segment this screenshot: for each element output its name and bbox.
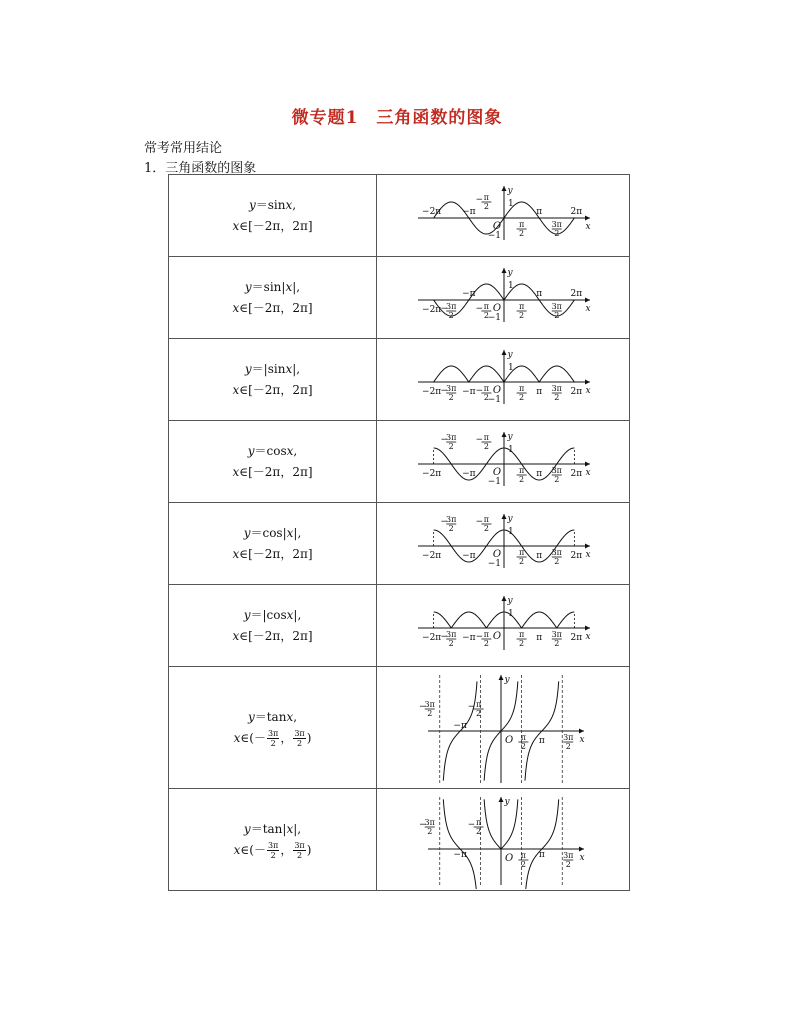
- tick-pi: π: [536, 386, 543, 397]
- tick-half-pi-den: 2: [520, 741, 526, 751]
- x-axis-label: x: [585, 221, 591, 232]
- graph-cell: [377, 667, 630, 789]
- tick-three-half-pi-den: 2: [554, 638, 560, 648]
- function-curve: [525, 799, 559, 889]
- y-axis-label: y: [504, 674, 510, 685]
- tick-neg-pi: −π: [462, 206, 476, 217]
- tick-neg-half-pi-sign: −: [467, 819, 476, 830]
- x-axis-label: x: [585, 467, 591, 478]
- tick-three-half-pi-num: 3π: [563, 732, 574, 742]
- label-neg-one: −1: [487, 394, 501, 405]
- tick-three-half-pi-num: 3π: [551, 383, 562, 393]
- graph-sin-abs-x: [378, 258, 628, 338]
- tick-three-half-pi-num: 3π: [563, 850, 574, 860]
- y-axis-arrow: [502, 268, 507, 273]
- tick-half-pi-den: 2: [519, 310, 525, 320]
- tick-neg-half-pi-num: π: [483, 301, 490, 311]
- tick-neg-two-pi: −2π: [422, 304, 442, 315]
- tick-neg-three-half-pi-sign: −: [418, 819, 427, 830]
- tick-three-half-pi-den: 2: [554, 392, 560, 402]
- tick-half-pi-num: π: [518, 547, 525, 557]
- tick-neg-three-half-pi-sign: −: [440, 434, 448, 445]
- tick-half-pi-den: 2: [519, 556, 525, 566]
- x-axis-arrow: [579, 728, 584, 733]
- label-one: 1: [508, 280, 514, 291]
- tick-neg-half-pi-num: π: [483, 514, 490, 524]
- tick-half-pi-num: π: [520, 732, 527, 742]
- tick-neg-half-pi-sign: −: [475, 434, 484, 445]
- graph-abs-sin-x: [378, 340, 628, 420]
- tick-neg-half-pi-num: π: [483, 383, 490, 393]
- tick-three-half-pi-num: 3π: [551, 547, 562, 557]
- tick-three-half-pi-num: 3π: [551, 629, 562, 639]
- function-label: y＝tanx, x∈(－ $\frac{3\pi}{2}$ ， $\frac{3\pi}{2}$ ): [169, 667, 377, 789]
- tick-pi: π: [536, 550, 543, 561]
- tick-neg-half-pi-den: 2: [483, 638, 489, 648]
- tick-neg-pi: −π: [453, 720, 467, 731]
- graph-cell: [377, 175, 630, 257]
- graph-cell: [377, 421, 630, 503]
- table-row: [169, 503, 630, 585]
- y-axis-label: y: [507, 513, 513, 524]
- tick-three-half-pi-den: 2: [565, 741, 571, 751]
- x-axis-label: x: [579, 734, 585, 745]
- label-neg-one: −1: [487, 558, 501, 569]
- x-axis-arrow: [579, 846, 584, 851]
- function-label: y＝sin|x|, x∈[－2π，2π]: [169, 257, 377, 339]
- tick-neg-pi: −π: [462, 550, 476, 561]
- tick-pi: π: [536, 288, 543, 299]
- tick-neg-three-half-pi-sign: −: [440, 631, 448, 642]
- tick-pi: π: [536, 468, 543, 479]
- x-axis-label: x: [585, 385, 591, 396]
- origin-label: O: [492, 302, 502, 314]
- tick-half-pi-den: 2: [519, 474, 525, 484]
- origin-label: O: [505, 852, 514, 864]
- tick-neg-three-half-pi-num: 3π: [424, 817, 435, 827]
- tick-half-pi-num: π: [518, 465, 525, 475]
- table-row: [169, 789, 630, 891]
- x-axis-arrow: [585, 543, 590, 548]
- tick-two-pi: 2π: [570, 288, 583, 299]
- tick-three-half-pi-den: 2: [554, 474, 560, 484]
- tick-neg-three-half-pi-num: 3π: [424, 699, 435, 709]
- y-axis-arrow: [502, 350, 507, 355]
- tick-neg-two-pi: −2π: [422, 386, 442, 397]
- y-axis-label: y: [507, 349, 513, 360]
- y-axis-arrow: [502, 596, 507, 601]
- function-label: y＝tan|x|, x∈(－ $\frac{3\pi}{2}$ ， $\frac{3\pi}{2}$ ): [169, 789, 377, 891]
- function-label: y＝|cosx|, x∈[－2π，2π]: [169, 585, 377, 667]
- tick-neg-half-pi-den: 2: [483, 392, 489, 402]
- tick-two-pi: 2π: [570, 468, 583, 479]
- tick-two-pi: 2π: [570, 386, 583, 397]
- tick-neg-half-pi-num: π: [483, 629, 490, 639]
- tick-neg-three-half-pi-den: 2: [427, 708, 433, 718]
- tick-neg-pi: −π: [462, 468, 476, 479]
- subsection-heading: 1．三角函数的图象: [144, 161, 257, 176]
- graph-cell: [377, 585, 630, 667]
- tick-neg-half-pi-den: 2: [476, 826, 482, 836]
- table-row: [169, 667, 630, 789]
- tick-half-pi-num: π: [518, 219, 525, 229]
- tick-neg-two-pi: −2π: [422, 206, 442, 217]
- origin-label: O: [492, 384, 502, 396]
- tick-half-pi-den: 2: [519, 638, 525, 648]
- tick-neg-half-pi-sign: −: [475, 385, 484, 396]
- tick-neg-half-pi-num: π: [483, 192, 490, 202]
- tick-three-half-pi-num: 3π: [551, 465, 562, 475]
- tick-half-pi-num: π: [518, 629, 525, 639]
- tick-neg-pi: −π: [453, 849, 467, 860]
- tick-half-pi-num: π: [518, 383, 525, 393]
- graph-cos-x: [378, 422, 628, 502]
- tick-two-pi: 2π: [570, 206, 583, 217]
- tick-neg-two-pi: −2π: [422, 468, 442, 479]
- function-curve: [443, 799, 477, 889]
- tick-neg-three-half-pi-den: 2: [448, 638, 454, 648]
- tick-neg-half-pi-sign: −: [475, 631, 484, 642]
- x-axis-arrow: [585, 625, 590, 630]
- y-axis-label: y: [507, 431, 513, 442]
- tick-three-half-pi-den: 2: [554, 556, 560, 566]
- y-axis-label: y: [504, 796, 510, 807]
- tick-neg-three-half-pi-den: 2: [448, 523, 454, 533]
- tick-neg-three-half-pi-sign: −: [440, 385, 448, 396]
- tick-neg-half-pi-den: 2: [476, 708, 482, 718]
- tick-half-pi-den: 2: [519, 392, 525, 402]
- tick-three-half-pi-den: 2: [554, 228, 560, 238]
- table-row: [169, 175, 630, 257]
- x-axis-label: x: [585, 303, 591, 314]
- y-axis-label: y: [507, 595, 513, 606]
- tick-three-half-pi-den: 2: [554, 310, 560, 320]
- y-axis-arrow: [502, 186, 507, 191]
- tick-neg-three-half-pi-sign: −: [440, 303, 448, 314]
- table-row: [169, 585, 630, 667]
- graph-cell: [377, 257, 630, 339]
- tick-half-pi-num: π: [518, 301, 525, 311]
- graph-cell: [377, 339, 630, 421]
- origin-label: O: [505, 734, 514, 746]
- tick-neg-two-pi: −2π: [422, 632, 442, 643]
- tick-pi: π: [538, 735, 545, 746]
- tick-neg-pi: −π: [462, 386, 476, 397]
- tick-neg-half-pi-den: 2: [483, 441, 489, 451]
- x-axis-label: x: [585, 631, 591, 642]
- label-one: 1: [508, 198, 514, 209]
- tick-pi: π: [538, 849, 545, 860]
- x-axis-arrow: [585, 379, 590, 384]
- table-row: [169, 339, 630, 421]
- label-one: 1: [508, 444, 514, 455]
- tick-neg-three-half-pi-num: 3π: [446, 432, 457, 442]
- function-graph-table: [168, 174, 630, 891]
- tick-neg-half-pi-sign: −: [475, 303, 484, 314]
- tick-neg-three-half-pi-sign: −: [418, 701, 427, 712]
- tick-half-pi-den: 2: [520, 859, 526, 869]
- table-row: [169, 421, 630, 503]
- label-one: 1: [508, 526, 514, 537]
- origin-label: O: [492, 466, 502, 478]
- tick-neg-three-half-pi-den: 2: [448, 392, 454, 402]
- x-axis-arrow: [585, 461, 590, 466]
- tick-neg-three-half-pi-den: 2: [448, 441, 454, 451]
- label-neg-one: −1: [487, 312, 501, 323]
- tick-neg-two-pi: −2π: [422, 550, 442, 561]
- label-one: 1: [508, 362, 514, 373]
- tick-neg-three-half-pi-num: 3π: [446, 514, 457, 524]
- tick-pi: π: [536, 206, 543, 217]
- tick-pi: π: [536, 632, 543, 643]
- y-axis-arrow: [502, 432, 507, 437]
- label-neg-one: −1: [487, 476, 501, 487]
- origin-label: O: [492, 630, 502, 642]
- x-axis-label: x: [585, 549, 591, 560]
- tick-three-half-pi-num: 3π: [551, 219, 562, 229]
- tick-half-pi-num: π: [520, 850, 527, 860]
- tick-three-half-pi-num: 3π: [551, 301, 562, 311]
- graph-tan-x: [378, 669, 628, 787]
- tick-neg-half-pi-num: π: [475, 699, 482, 709]
- tick-neg-half-pi-sign: −: [475, 516, 484, 527]
- tick-neg-half-pi-den: 2: [483, 523, 489, 533]
- label-neg-one: −1: [487, 230, 501, 241]
- tick-neg-three-half-pi-num: 3π: [446, 301, 457, 311]
- y-axis-label: y: [507, 185, 513, 196]
- tick-two-pi: 2π: [570, 632, 583, 643]
- tick-neg-half-pi-num: π: [483, 432, 490, 442]
- tick-neg-three-half-pi-sign: −: [440, 516, 448, 527]
- x-axis-arrow: [585, 215, 590, 220]
- table-row: [169, 257, 630, 339]
- section-heading: 常考常用结论: [144, 141, 223, 156]
- function-label: y＝cosx, x∈[－2π，2π]: [169, 421, 377, 503]
- tick-neg-half-pi-den: 2: [483, 310, 489, 320]
- graph-cell: [377, 789, 630, 891]
- tick-three-half-pi-den: 2: [565, 859, 571, 869]
- tick-neg-half-pi-sign: −: [475, 194, 484, 205]
- tick-neg-three-half-pi-den: 2: [427, 826, 433, 836]
- graph-abs-cos-x: [378, 586, 628, 666]
- function-label: y＝sinx, x∈[－2π，2π]: [169, 175, 377, 257]
- x-axis-arrow: [585, 297, 590, 302]
- function-label: y＝|sinx|, x∈[－2π，2π]: [169, 339, 377, 421]
- tick-neg-three-half-pi-den: 2: [448, 310, 454, 320]
- y-axis-label: y: [507, 267, 513, 278]
- tick-two-pi: 2π: [570, 550, 583, 561]
- graph-sin-x: [378, 176, 628, 256]
- y-axis-arrow: [502, 514, 507, 519]
- tick-neg-half-pi-den: 2: [483, 201, 489, 211]
- tick-neg-pi: −π: [462, 288, 476, 299]
- function-label: y＝cos|x|, x∈[－2π，2π]: [169, 503, 377, 585]
- tick-neg-half-pi-sign: −: [467, 701, 476, 712]
- page-title: 微专题1 三角函数的图象: [291, 108, 503, 128]
- origin-label: O: [492, 548, 502, 560]
- graph-cos-abs-x: [378, 504, 628, 584]
- tick-neg-three-half-pi-num: 3π: [446, 629, 457, 639]
- tick-neg-three-half-pi-num: 3π: [446, 383, 457, 393]
- y-axis-arrow: [499, 675, 504, 680]
- label-one: 1: [508, 608, 514, 619]
- origin-label: O: [492, 220, 502, 232]
- y-axis-arrow: [499, 797, 504, 802]
- tick-neg-half-pi-num: π: [475, 817, 482, 827]
- tick-half-pi-den: 2: [519, 228, 525, 238]
- tick-neg-pi: −π: [462, 632, 476, 643]
- graph-cell: [377, 503, 630, 585]
- x-axis-label: x: [579, 852, 585, 863]
- graph-tan-abs-x: [378, 791, 628, 889]
